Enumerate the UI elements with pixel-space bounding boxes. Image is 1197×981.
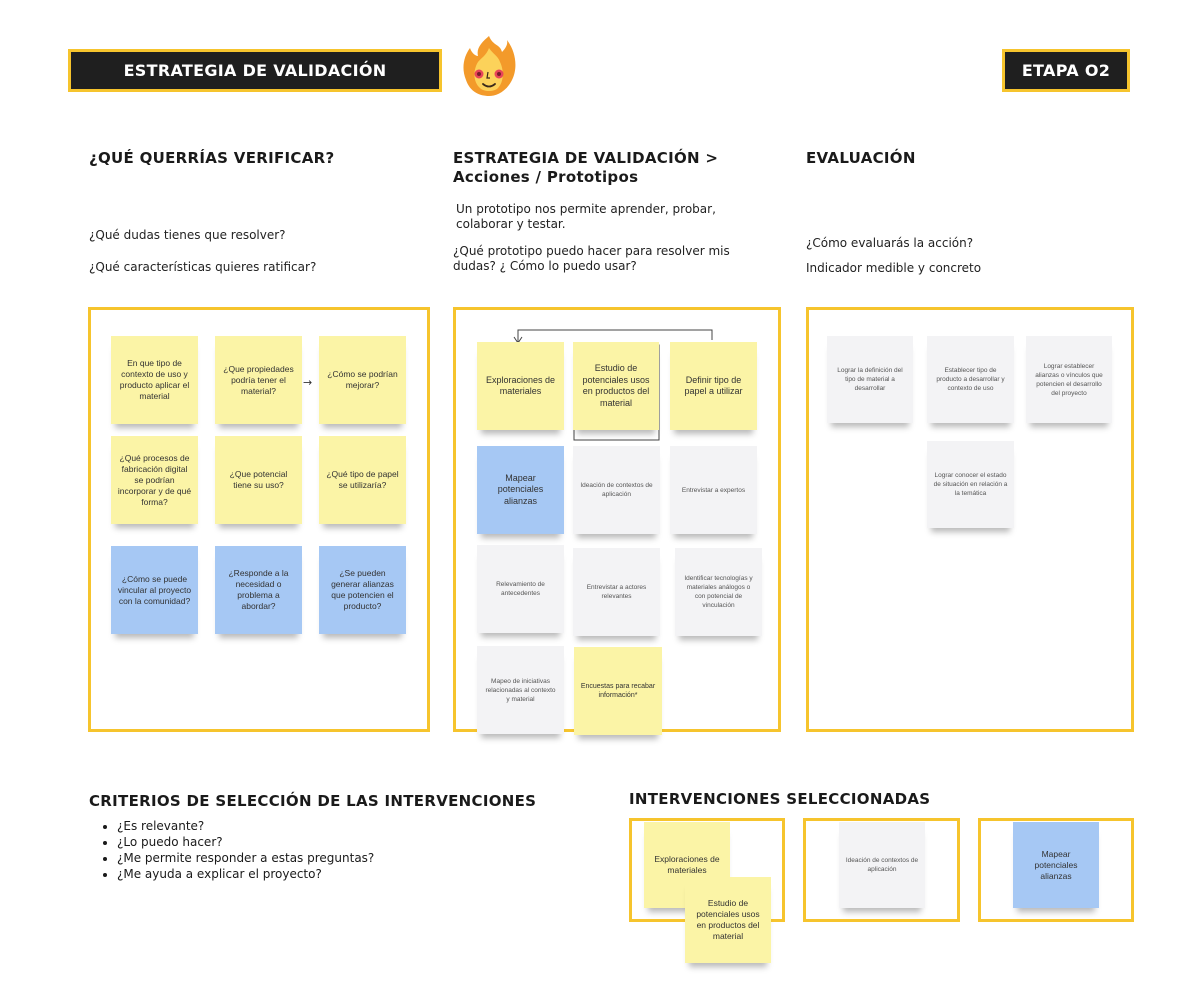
col3-question-2: Indicador medible y concreto [806, 261, 982, 275]
sticky-note[interactable]: Establecer tipo de producto a desarrollar y contexto de uso [927, 336, 1014, 423]
criteria-item: • ¿Me ayuda a explicar el proyecto? [117, 866, 517, 882]
sticky-note[interactable]: Relevamiento de antecedentes [477, 545, 564, 633]
sticky-note[interactable]: ¿Cómo se puede vincular al proyecto con la comunidad? [111, 546, 198, 634]
sticky-note[interactable]: ¿Qué tipo de papel se utilizaría? [319, 436, 406, 524]
sticky-note[interactable]: Encuestas para recabar información* [574, 647, 662, 735]
col1-title: ¿QUÉ QUERRÍAS VERIFICAR? [89, 149, 335, 167]
criteria-title: CRITERIOS DE SELECCIÓN DE LAS INTERVENCIONES [89, 792, 537, 810]
sticky-note[interactable]: Estudio de potenciales usos en productos del material [573, 342, 659, 430]
sticky-note[interactable]: Entrevistar a expertos [670, 446, 757, 534]
sticky-note[interactable]: Ideación de contextos de aplicación [573, 446, 660, 534]
col2-title-line2: Acciones / Prototipos [453, 168, 639, 186]
flame-mascot-icon [460, 34, 518, 98]
sticky-note[interactable]: Exploraciones de materiales [644, 822, 730, 908]
sticky-note[interactable]: ¿Que potencial tiene su uso? [215, 436, 302, 524]
col1-question-2: ¿Qué características quieres ratificar? [89, 260, 317, 274]
header-title: ESTRATEGIA DE VALIDACIÓN [123, 61, 387, 80]
sticky-note[interactable]: ¿Que propiedades podría tener el material? [215, 336, 302, 424]
sticky-note[interactable]: Lograr establecer alianzas o vínculos que potencien el desarrollo del proyecto [1026, 336, 1112, 423]
col2-description: Un prototipo nos permite aprender, probar, colaborar y testar. [456, 202, 716, 231]
arrow-right-icon: → [303, 376, 313, 389]
sticky-note[interactable]: Mapear potenciales alianzas [477, 446, 564, 534]
col1-question-1: ¿Qué dudas tienes que resolver? [89, 228, 286, 242]
sticky-note[interactable]: En que tipo de contexto de uso y producto aplicar el material [111, 336, 198, 424]
stage-badge [1002, 49, 1130, 92]
sticky-note[interactable]: Ideación de contextos de aplicación [839, 822, 925, 908]
sticky-note[interactable]: Lograr conocer el estado de situación en relación a la temática [927, 441, 1014, 528]
criteria-item: • ¿Me permite responder a estas preguntas? [117, 850, 517, 866]
header-title-bar [68, 49, 442, 92]
stage-label: ETAPA O2 [1021, 61, 1111, 80]
sticky-note[interactable]: Mapear potenciales alianzas [1013, 822, 1099, 908]
sticky-note[interactable]: ¿Cómo se podrían mejorar? [319, 336, 406, 424]
sticky-note[interactable]: ¿Responde a la necesidad o problema a abordar? [215, 546, 302, 634]
sticky-note[interactable]: Exploraciones de materiales [477, 342, 564, 430]
col3-question-1: ¿Cómo evaluarás la acción? [806, 236, 974, 250]
sticky-note[interactable]: ¿Qué procesos de fabricación digital se podrían incorporar y de qué forma? [111, 436, 198, 524]
sticky-note[interactable]: ¿Se pueden generar alianzas que potencien el producto? [319, 546, 406, 634]
sticky-note[interactable]: Estudio de potenciales usos en productos del material [685, 877, 771, 963]
criteria-item: • ¿Es relevante? [117, 818, 517, 834]
col3-title: EVALUACIÓN [806, 149, 916, 167]
col2-title-line1: ESTRATEGIA DE VALIDACIÓN > [453, 149, 719, 167]
col2-question: ¿Qué prototipo puedo hacer para resolver mis dudas? ¿ Cómo lo puedo usar? [453, 244, 730, 273]
sticky-note[interactable]: Lograr la definición del tipo de material a desarrollar [827, 336, 913, 423]
sticky-note[interactable]: Definir tipo de papel a utilizar [670, 342, 757, 430]
sticky-note[interactable]: Entrevistar a actores relevantes [573, 548, 660, 636]
selected-title: INTERVENCIONES SELECCIONADAS [629, 790, 931, 808]
sticky-note[interactable]: Mapeo de iniciativas relacionadas al contexto y material [477, 646, 564, 734]
sticky-note[interactable]: Identificar tecnologías y materiales análogos o con potencial de vinculación [675, 548, 762, 636]
col2-title [453, 149, 773, 187]
criteria-item: • ¿Lo puedo hacer? [117, 834, 517, 850]
criteria-list [89, 818, 517, 882]
